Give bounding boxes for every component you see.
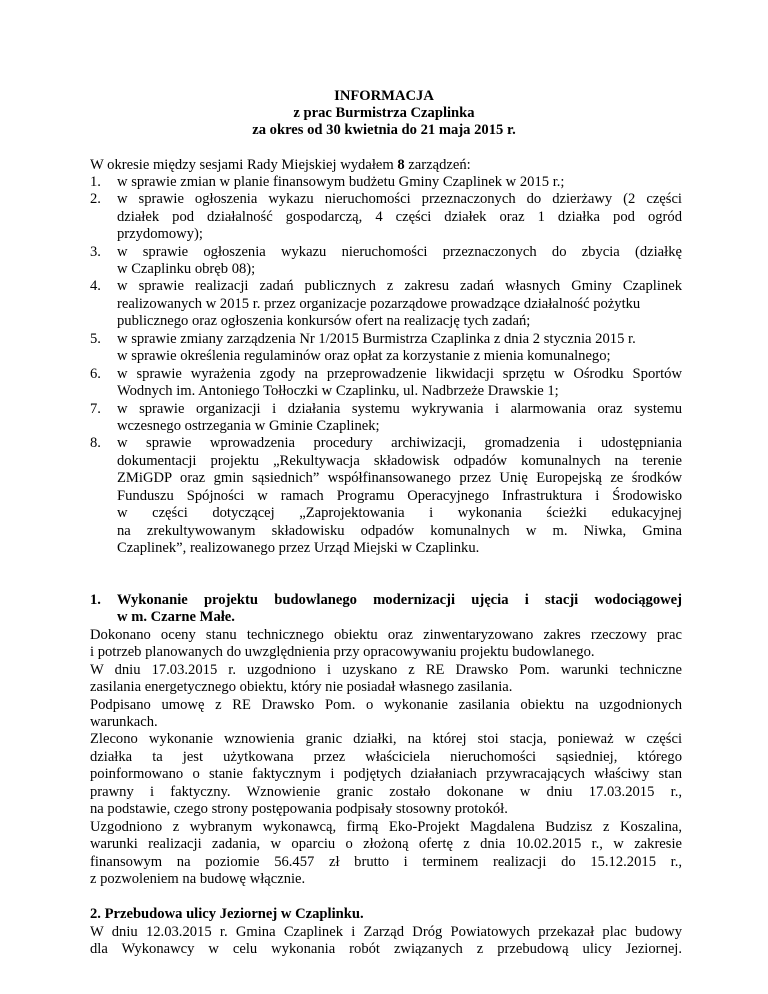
paragraph-line: na podstawie, czego strony postępowania podpisały stosowny protokół. bbox=[90, 801, 508, 817]
order-text: w sprawie ogłoszenia wykazu nieruchomości przeznaczonych do dzierżawy (2 części bbox=[117, 191, 682, 207]
order-number: 6. bbox=[90, 366, 101, 382]
order-number: 5. bbox=[90, 331, 101, 347]
order-number: 2. bbox=[90, 191, 101, 207]
order-text: na zrekultywowanym składowisku odpadów komunalnych w m. Niwka, Gmina bbox=[117, 523, 682, 539]
paragraph-line: dla Wykonawcy w celu wykonania robót związanych z przebudową ulicy Jeziornej. bbox=[90, 941, 682, 957]
order-text: w sprawie zmiany zarządzenia Nr 1/2015 Burmistrza Czaplinka z dnia 2 stycznia 2015 r. bbox=[117, 331, 636, 347]
paragraph-line: W dniu 17.03.2015 r. uzgodniono i uzyskano z RE Drawsko Pom. warunki techniczne bbox=[90, 662, 682, 678]
order-text: Funduszu Spójności w ramach Programu Operacyjnego Infrastruktura i Środowisko bbox=[117, 488, 682, 504]
paragraph-line: Dokonano oceny stanu technicznego obiektu oraz zinwentaryzowano zakres rzeczowy prac bbox=[90, 627, 682, 643]
paragraph-line: działka ta jest użytkowana przez właściciela nieruchomości sąsiedniej, którego bbox=[90, 749, 682, 765]
order-number: 4. bbox=[90, 278, 101, 294]
order-text: w sprawie realizacji zadań publicznych z zakresu zadań własnych Gminy Czaplinek bbox=[117, 278, 682, 294]
order-number: 1. bbox=[90, 174, 101, 190]
paragraph-line: warunki realizacji zadania, w oparciu o złożoną ofertę z dnia 10.02.2015 r., w zakresie bbox=[90, 836, 682, 852]
section-1-heading: 1. Wykonanie projektu budowlanego modernizacji ujęcia i stacji wodociągowej bbox=[90, 592, 682, 608]
paragraph-line: z pozwoleniem na budowę włącznie. bbox=[90, 871, 306, 887]
paragraph-line: W dniu 12.03.2015 r. Gmina Czaplinek i Zarząd Dróg Powiatowych przekazał plac budowy bbox=[90, 924, 682, 940]
paragraph-line: i potrzeb planowanych do uwzględnienia przy opracowywaniu projektu budowlanego. bbox=[90, 644, 595, 660]
order-text: w części dotyczącej „Zaprojektowania i wykonania ścieżki edukacyjnej bbox=[117, 505, 682, 521]
order-number: 3. bbox=[90, 244, 101, 260]
document-period: za okres od 30 kwietnia do 21 maja 2015 r. bbox=[252, 122, 516, 138]
order-text: w Czaplinku obręb 08); bbox=[117, 261, 256, 277]
order-text: w sprawie wyrażenia zgody na przeprowadzenie likwidacji sprzętu w Ośrodku Sportów bbox=[117, 366, 682, 382]
order-text: realizowanych w 2015 r. przez organizacje pozarządowe prowadzące działalność pożytku bbox=[117, 296, 641, 312]
paragraph-line: Zlecono wykonanie wznowienia granic działki, na której stoi stacja, ponieważ w części bbox=[90, 731, 682, 747]
paragraph-line: finansowym na poziomie 56.457 zł brutto i terminem realizacji do 15.12.2015 r., bbox=[90, 854, 682, 870]
order-text: dokumentacji projektu „Rekultywacja składowisk odpadów komunalnych na terenie bbox=[117, 453, 682, 469]
order-count: 8 bbox=[397, 157, 405, 173]
document-subtitle: z prac Burmistrza Czaplinka bbox=[293, 105, 475, 121]
section-2-heading: 2. Przebudowa ulicy Jeziornej w Czaplinku. bbox=[90, 906, 364, 922]
order-text: publicznego oraz ogłoszenia konkursów ofert na realizację tych zadań; bbox=[117, 313, 531, 329]
paragraph-line: poinformowano o stanie faktycznym i podjętych działaniach przywracających właściwy stan bbox=[90, 766, 682, 782]
order-text: w sprawie ogłoszenia wykazu nieruchomości przeznaczonych do zbycia (działkę bbox=[117, 244, 682, 260]
document-title: INFORMACJA bbox=[334, 88, 434, 104]
order-text: działek pod działalność gospodarczą, 4 części działek oraz 1 działka pod ogród bbox=[117, 209, 682, 225]
order-text: Wodnych im. Antoniego Tołłoczki w Czaplinku, ul. Nadbrzeże Drawskie 1; bbox=[117, 383, 559, 399]
order-text: przydomowy); bbox=[117, 226, 203, 242]
order-text: w sprawie organizacji i działania systemu wykrywania i alarmowania oraz systemu bbox=[117, 401, 682, 417]
order-number: 7. bbox=[90, 401, 101, 417]
paragraph-line: warunkach. bbox=[90, 714, 158, 730]
paragraph-line: Uzgodniono z wybranym wykonawcą, firmą Eko-Projekt Magdalena Budzisz z Koszalina, bbox=[90, 819, 682, 835]
order-text: ZMiGDP oraz gmin sąsiednich” współfinansowanego przez Unię Europejską ze środków bbox=[117, 470, 682, 486]
paragraph-line: zasilania energetycznego obiektu, który nie posiadał własnego zasilania. bbox=[90, 679, 513, 695]
order-number: 8. bbox=[90, 435, 101, 451]
paragraph-line: prawny i faktyczny. Wznowienie granic zostało dokonane w dniu 17.03.2015 r., bbox=[90, 784, 682, 800]
paragraph-line: Podpisano umowę z RE Drawsko Pom. o wykonanie zasilania obiektu na uzgodnionych bbox=[90, 697, 682, 713]
order-text: Czaplinek”, realizowanego przez Urząd Miejski w Czaplinku. bbox=[117, 540, 480, 556]
order-text: wczesnego ostrzegania w Gminie Czaplinek; bbox=[117, 418, 380, 434]
intro-line: W okresie między sesjami Rady Miejskiej wydałem 8 zarządzeń: bbox=[90, 157, 471, 173]
order-text: w sprawie wprowadzenia procedury archiwizacji, gromadzenia i udostępniania bbox=[117, 435, 682, 451]
order-text: w sprawie zmian w planie finansowym budżetu Gminy Czaplinek w 2015 r.; bbox=[117, 174, 565, 190]
order-text: w sprawie określenia regulaminów oraz opłat za korzystanie z mienia komunalnego; bbox=[117, 348, 611, 364]
section-1-heading: w m. Czarne Małe. bbox=[117, 609, 235, 625]
